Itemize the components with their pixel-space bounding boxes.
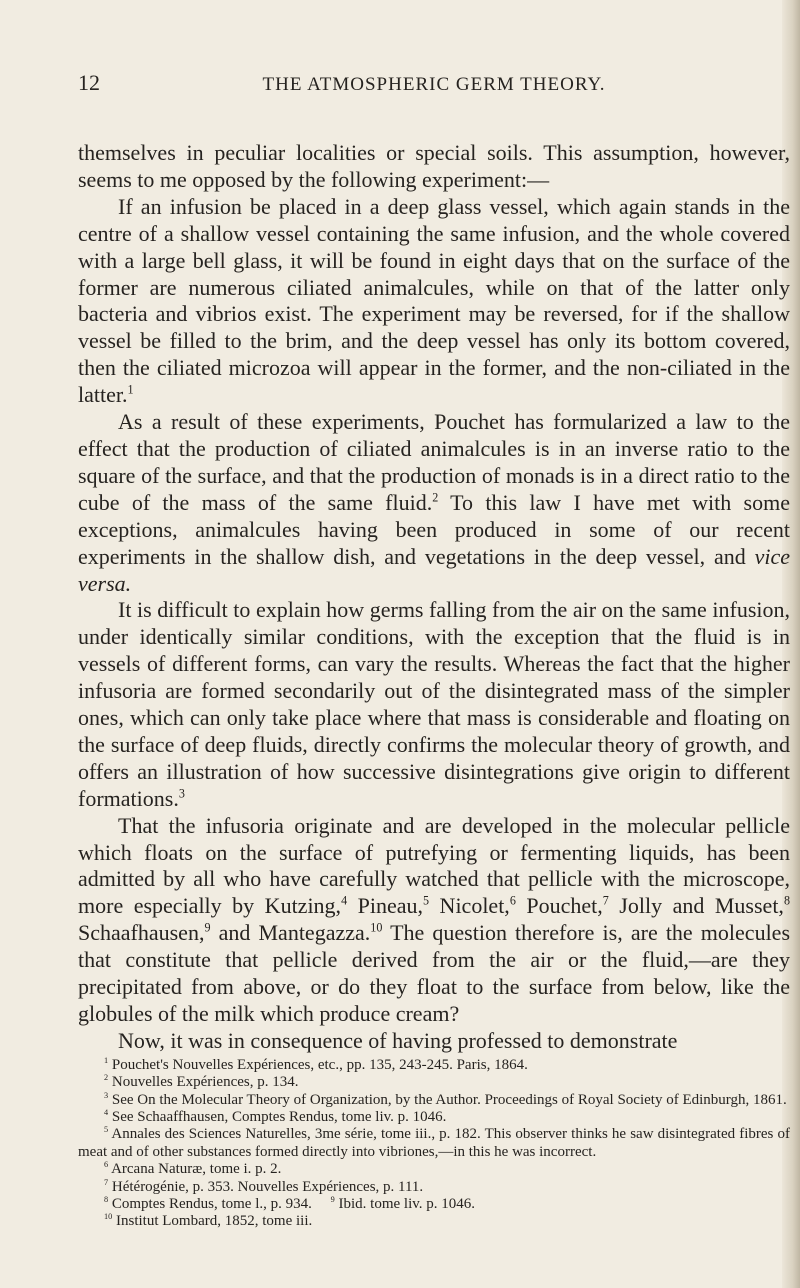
footnote-ref[interactable]: 7 [602, 894, 609, 909]
footnotes [78, 1057, 790, 1231]
footnote-ref[interactable]: 1 [127, 382, 134, 397]
footnote-ref[interactable]: 3 [178, 786, 185, 801]
paragraph-3: As a result of these experiments, Pouchet has formularized a law to the effect that the production of ciliated animalcules is in an inverse ratio to the square of the surface, and that the production of monads is in a direct ratio to the cube of the mass of the same fluid.$^2$ To this law I have met with some exceptions, animalcules having been produced in some of our recent experiments in the shallow dish, and vegetations in the deep vessel, and vice versa. [78, 409, 790, 596]
footnote-ref[interactable]: 5 [423, 894, 430, 909]
footnote: $^2$ Nouvelles Expériences, p. 134. [104, 1073, 299, 1091]
paragraph-4: It is difficult to explain how germs falling from the air on the same infusion, under identically similar conditions, with the exception that the fluid is in vessels of different forms, can vary the results. Whereas the fact that the higher infusoria are formed secondarily out of the disintegrated mass of the simpler ones, which can only take place where that mass is considerable and floating on the surface of deep fluids, directly confirms the molecular theory of growth, and offers an illustration of how successive disintegrations give origin to different formations.$^3$ [78, 597, 790, 811]
footnote-ref[interactable]: 9 [204, 920, 211, 935]
book-page [78, 70, 790, 1231]
footnote: $^7$ Hétérogénie, p. 353. Nouvelles Expériences, p. 111. [104, 1177, 424, 1195]
footnote: $^4$ See Schaaffhausen, Comptes Rendus, tome liv. p. 1046. [104, 1108, 447, 1126]
paragraph-2: If an infusion be placed in a deep glass vessel, which again stands in the centre of a shallow vessel containing the same infusion, and the whole covered with a large bell glass, it will be found in eight days that on the surface of the former are numerous ciliated animalcules, while on that of the latter only bacteria and vibrios exist. The experiment may be reversed, for if the shallow vessel be filled to the brim, and the deep vessel has only its bottom covered, then the ciliated microzoa will appear in the former, and the non-ciliated in the latter.$^1$ [78, 193, 790, 408]
footnote-ref[interactable]: 4 [341, 894, 348, 909]
running-header [78, 70, 790, 104]
footnote: $^6$ Arcana Naturæ, tome i. p. 2. [104, 1160, 282, 1178]
footnote-ref[interactable]: 2 [432, 490, 439, 505]
running-title: THE ATMOSPHERIC GERM THEORY. [262, 74, 606, 95]
footnote: $^3$ See On the Molecular Theory of Organization, by the Author. Proceedings of Royal Society of Edinburgh, 1861. [104, 1090, 787, 1108]
italic-phrase: vice versa. [78, 543, 790, 596]
page-number: 12 [78, 70, 100, 95]
footnote-ref[interactable]: 10 [370, 920, 383, 935]
footnote-ref[interactable]: 6 [509, 894, 516, 909]
paragraph-1: themselves in peculiar localities or special soils. This assumption, however, seems to me opposed by the following experiment:— [78, 140, 790, 192]
footnote: $^{10}$ Institut Lombard, 1852, tome iii. [104, 1212, 313, 1230]
footnote: $^1$ Pouchet's Nouvelles Expériences, etc., pp. 135, 243-245. Paris, 1864. [104, 1055, 528, 1073]
footnote-ref[interactable]: 8 [783, 894, 790, 909]
body-text [78, 140, 790, 1055]
paragraph-6: Now, it was in consequence of having professed to demonstrate [118, 1027, 678, 1053]
footnote: $^8$ Comptes Rendus, tome l., p. 934. $^9$ Ibid. tome liv. p. 1046. [104, 1195, 476, 1213]
footnote: $^5$ Annales des Sciences Naturelles, 3me série, tome iii., p. 182. This observer thinks he saw disintegrated fibres of meat and of other substances formed directly into vibriones,—in this he was incorrect. [78, 1125, 790, 1160]
paragraph-5: That the infusoria originate and are developed in the molecular pellicle which floats on the surface of putrefying or fermenting liquids, has been admitted by all who have carefully watched that pellicle with the microscope, more especially by Kutzing,$^4$ Pineau,$^5$ Nicolet,$^6$ Pouchet,$^7$ Jolly and Musset,$^8$ Schaafhausen,$^9$ and Mantegazza.$^{10}$ The question therefore is, are the molecules that constitute that pellicle derived from the air or the fluid,—are they precipitated from above, or do they float to the surface from below, like the globules of the milk which produce cream? [78, 812, 791, 1026]
